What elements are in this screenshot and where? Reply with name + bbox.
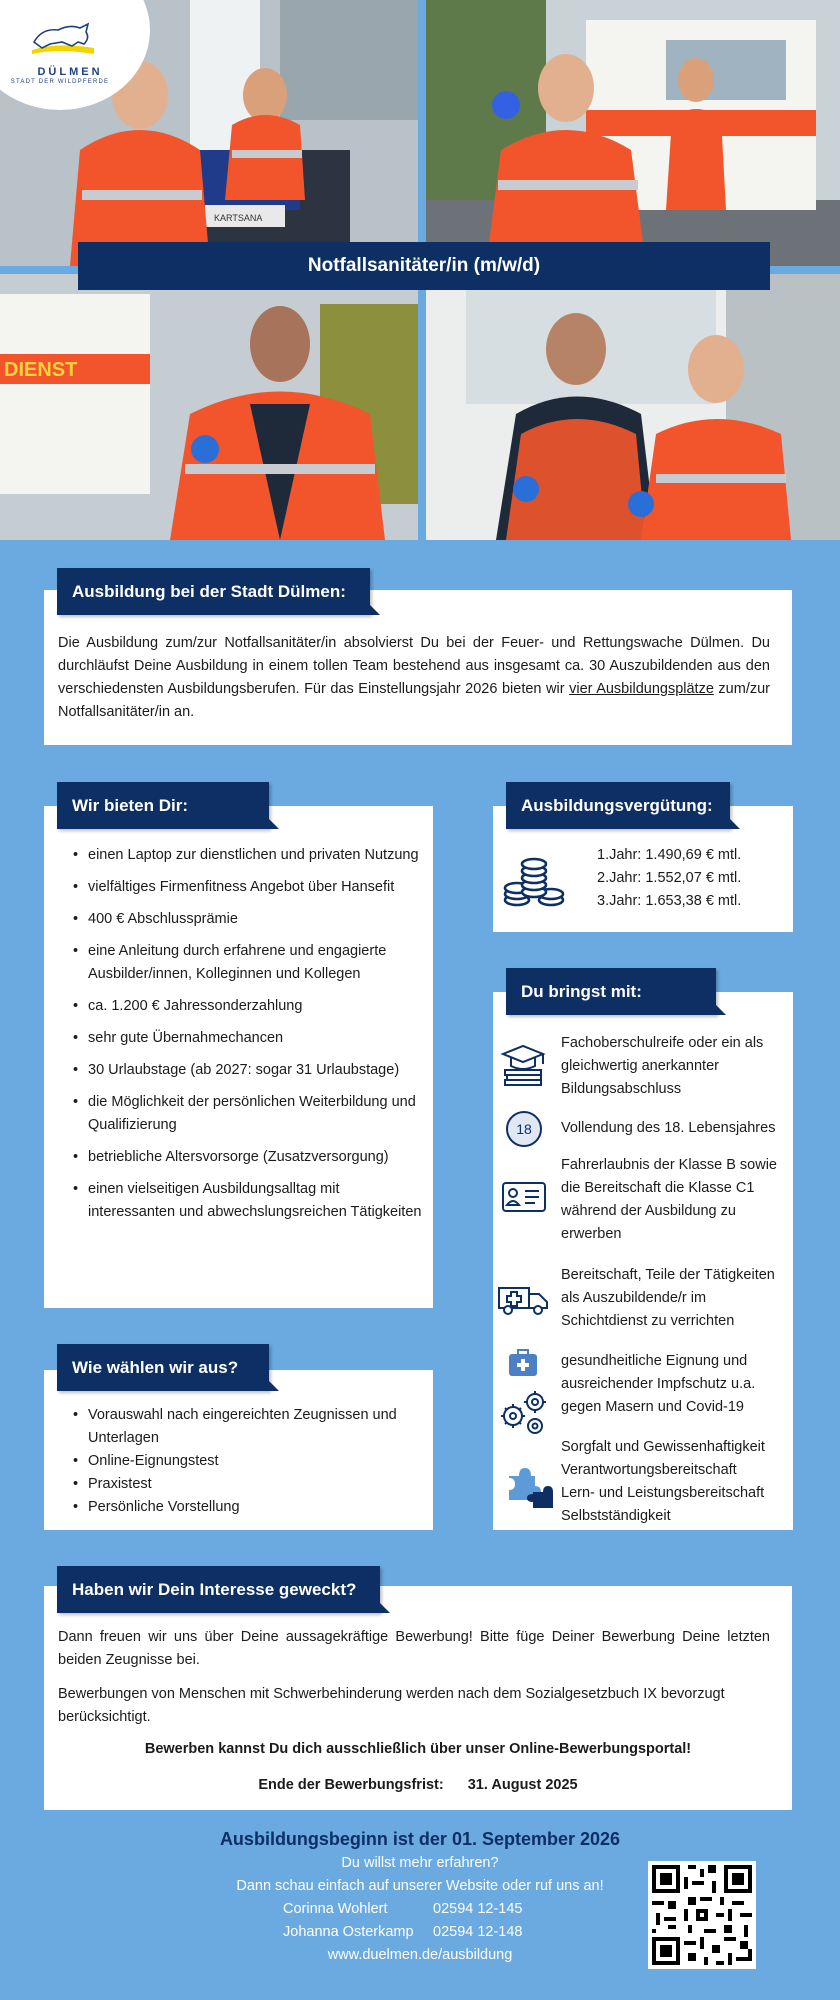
- selection-card: [44, 1370, 433, 1530]
- gears-icon: [497, 1388, 553, 1436]
- contact-phone[interactable]: 02594 12-145: [433, 1901, 523, 1917]
- qr-code-icon: [648, 1861, 756, 1969]
- offer-item: • vielfältiges Firmenfitness Angebot über Hansefit: [72, 876, 422, 899]
- selection-item: • Persönliche Vorstellung: [72, 1496, 422, 1519]
- qr-code[interactable]: [648, 1861, 756, 1969]
- intro-training-places: vier Ausbildungsplätze: [569, 681, 714, 697]
- offer-list: [72, 844, 422, 1233]
- age-18-label: 18: [516, 1121, 532, 1137]
- deadline-date: 31. August 2025: [467, 1777, 578, 1793]
- pay-year-3: 3.Jahr: 1.653,38 € mtl.: [597, 893, 742, 909]
- photo-header: [0, 0, 840, 540]
- selection-item: • Praxistest: [72, 1473, 422, 1496]
- first-aid-kit-icon: [507, 1348, 539, 1378]
- pay-year-1: 1.Jahr: 1.490,69 € mtl.: [597, 847, 742, 863]
- offer-item: • 400 € Abschlussprämie: [72, 908, 422, 931]
- contact-name: Corinna Wohlert: [283, 1901, 388, 1917]
- offer-heading-text: Wir bieten Dir:: [72, 795, 189, 815]
- photo-paramedic-portrait: [0, 274, 418, 540]
- selection-item: • Online-Eignungstest: [72, 1450, 422, 1473]
- intro-heading-text: Ausbildung bei der Stadt Dülmen:: [72, 581, 346, 601]
- interest-card: [44, 1586, 792, 1810]
- training-start: Ausbildungsbeginn ist der 01. September 2026: [219, 1829, 621, 1849]
- intro-text: [58, 632, 770, 724]
- pay-heading: [506, 782, 730, 829]
- photo1-sign: KARTSANA: [214, 213, 263, 223]
- selection-heading: [57, 1344, 269, 1391]
- offer-item: • 30 Urlaubstage (ab 2027: sogar 31 Urlaubstage): [72, 1059, 422, 1082]
- requirement-health: gesundheitliche Eignung und ausreichender Impfschutz u.a. gegen Masern und Covid-19: [561, 1353, 756, 1415]
- offer-item: • eine Anleitung durch erfahrene und engagierte Ausbilder/innen, Kolleginnen und Kollegen: [72, 940, 422, 986]
- requirement-drivers-license: Fahrerlaubnis der Klasse B sowie die Bereitschaft die Klasse C1 während der Ausbildung zu erwerben: [561, 1157, 777, 1242]
- graduation-books-icon: [499, 1040, 547, 1088]
- logo-wordmark: DÜLMEN: [37, 66, 103, 78]
- pay-year-2: 2.Jahr: 1.552,07 € mtl.: [597, 870, 742, 886]
- age-18-icon: [505, 1110, 543, 1148]
- offer-item: • betriebliche Altersvorsorge (Zusatzversorgung): [72, 1146, 422, 1169]
- requirement-soft-skills: Sorgfalt und Gewissenhaftigkeit Verantwortungsbereitschaft Lern- und Leistungsbereitschaft Selbstständigkeit: [561, 1439, 765, 1524]
- offer-item: • einen vielseitigen Ausbildungsalltag mit interessanten und abwechslungsreichen Tätigkeiten: [72, 1178, 422, 1224]
- drivers-license-icon: [501, 1180, 547, 1214]
- photo-paramedics-in-vehicle: [426, 274, 840, 540]
- puzzle-icon: [505, 1462, 555, 1512]
- selection-item: • Vorauswahl nach eingereichten Zeugnissen und Unterlagen: [72, 1404, 422, 1450]
- selection-heading-text: Wie wählen wir aus?: [72, 1357, 239, 1377]
- pay-list: [597, 844, 741, 913]
- requirement-shift-work: Bereitschaft, Teile der Tätigkeiten als Auszubildende/r im Schichtdienst zu verrichten: [561, 1267, 775, 1329]
- offer-item: • die Möglichkeit der persönlichen Weiterbildung und Qualifizierung: [72, 1091, 422, 1137]
- photo-ambulance-street: [426, 0, 840, 266]
- offer-heading: [57, 782, 269, 829]
- intro-heading: [57, 568, 370, 615]
- job-title: Notfallsanitäter/in (m/w/d): [307, 255, 541, 276]
- footer-question: Du willst mehr erfahren?: [341, 1855, 499, 1871]
- offer-item: • ca. 1.200 € Jahressonderzahlung: [72, 995, 422, 1018]
- offer-item: • sehr gute Übernahmechancen: [72, 1027, 422, 1050]
- requirements-card: [493, 992, 793, 1530]
- apply-portal-note: Bewerben kannst Du dich ausschließlich über unser Online-Bewerbungsportal!: [144, 1741, 692, 1757]
- photo3-sign: DIENST: [4, 359, 78, 381]
- website-link[interactable]: www.duelmen.de/ausbildung: [327, 1947, 513, 1963]
- selection-list: [72, 1404, 422, 1519]
- wild-horse-icon: [28, 20, 98, 56]
- pay-heading-text: Ausbildungsvergütung:: [521, 795, 713, 815]
- footer-cta: Dann schau einfach auf unserer Website oder ruf uns an!: [236, 1878, 604, 1894]
- job-title-banner: [78, 242, 770, 290]
- requirement-education: Fachoberschulreife oder ein als gleichwertig anerkannter Bildungsabschluss: [561, 1035, 764, 1097]
- requirements-heading: [506, 968, 716, 1015]
- offer-item: • einen Laptop zur dienstlichen und privaten Nutzung: [72, 844, 422, 867]
- logo-tagline: STADT DER WILDPFERDE: [10, 79, 110, 85]
- offer-card: [44, 806, 433, 1308]
- requirement-age: Vollendung des 18. Lebensjahres: [561, 1120, 776, 1136]
- application-deadline: [44, 1777, 792, 1793]
- ambulance-icon: [497, 1282, 549, 1316]
- interest-paragraph-1: Dann freuen wir uns über Deine aussagekräftige Bewerbung! Bitte füge Deiner Bewerbung Deine letzten beiden Zeugnisse bei.: [58, 1629, 770, 1668]
- interest-heading-text: Haben wir Dein Interesse geweckt?: [72, 1579, 357, 1599]
- intro-text-start: Die Ausbildung zum/zur Notfallsanitäter/in absolvierst Du bei der Feuer- und Rettungswache Dülmen. Du durchläufst Deine Ausbildung in einem tollen Team bestehend aus insgesamt ca. 30 Auszubildenden aus den verschiedensten Ausbildungsberufen. Für das Einstellungsjahr 2026 bieten wir: [58, 635, 770, 697]
- interest-paragraph-2: Bewerbungen von Menschen mit Schwerbehinderung werden nach dem Sozialgesetzbuch IX bevorzugt berücksichtigt.: [58, 1686, 725, 1725]
- contact-phone[interactable]: 02594 12-148: [433, 1924, 523, 1940]
- requirements-heading-text: Du bringst mit:: [521, 981, 642, 1001]
- interest-heading: [57, 1566, 380, 1613]
- contact-name: Johanna Osterkamp: [283, 1924, 414, 1940]
- intro-text-end: zum/zur Notfallsanitäter/in an.: [58, 681, 770, 720]
- coins-icon: [501, 852, 567, 910]
- deadline-label: Ende der Bewerbungsfrist:: [258, 1777, 444, 1793]
